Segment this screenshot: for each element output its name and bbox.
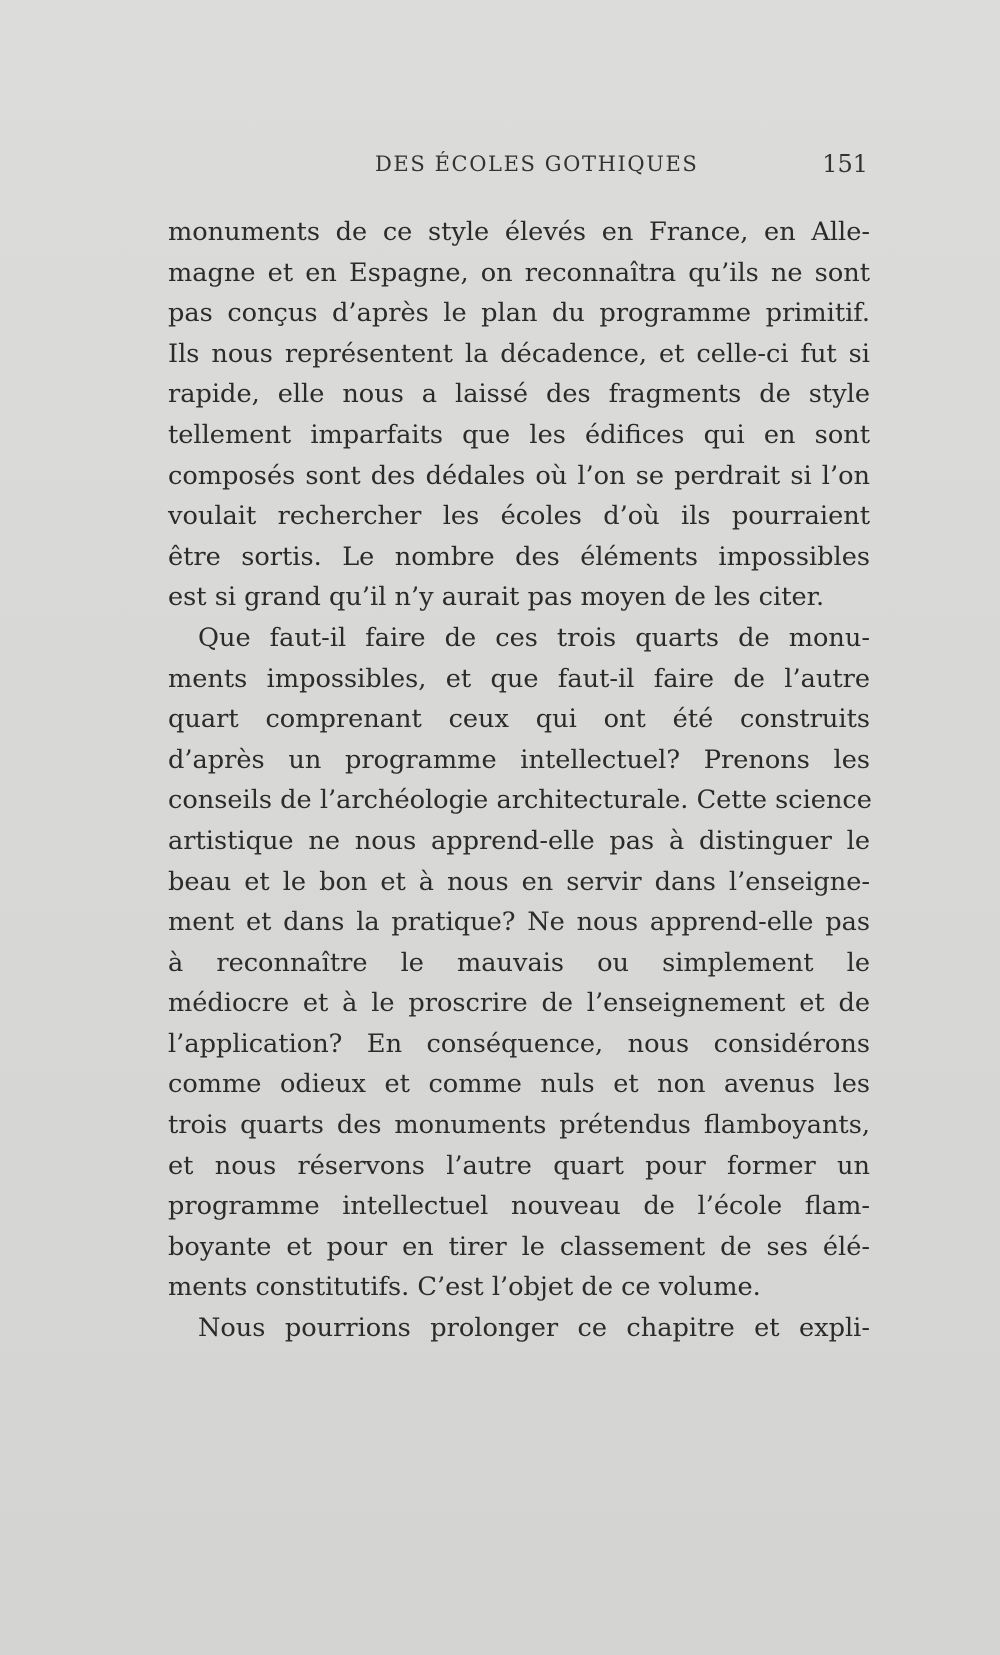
text-line: beau et le bon et à nous en servir dans l’enseigne- xyxy=(168,866,870,897)
text-line: Que faut-il faire de ces trois quarts de monu- xyxy=(198,622,870,653)
text-line: composés sont des dédales où l’on se perdrait si l’on xyxy=(168,460,870,491)
text-line: pas conçus d’après le plan du programme primitif. xyxy=(168,298,870,329)
text-line: trois quarts des monuments prétendus flamboyants, xyxy=(168,1110,870,1141)
text-line: ments constitutifs. C’est l’objet de ce volume. xyxy=(168,1272,761,1303)
text-line: monuments de ce style élevés en France, en Alle- xyxy=(168,217,870,247)
text-line: voulait rechercher les écoles d’où ils pourraient xyxy=(168,501,870,532)
text-line: Nous pourrions prolonger ce chapitre et expli- xyxy=(198,1313,870,1344)
page-header xyxy=(178,150,868,186)
text-line: d’après un programme intellectuel? Prenons les xyxy=(168,744,870,775)
text-line: comme odieux et comme nuls et non avenus les xyxy=(168,1069,870,1100)
text-line: programme intellectuel nouveau de l’école flam- xyxy=(168,1191,870,1222)
text-line: être sortis. Le nombre des éléments impossibles xyxy=(168,541,870,572)
text-line: conseils de l’archéologie architecturale. Cette science xyxy=(168,785,872,816)
text-line: l’application? En conséquence, nous considérons xyxy=(168,1028,870,1059)
text-line: rapide, elle nous a laissé des fragments de style xyxy=(168,379,870,410)
text-line: Ils nous représentent la décadence, et celle-ci fut si xyxy=(168,338,870,369)
text-line: ments impossibles, et que faut-il faire de l’autre xyxy=(168,663,870,694)
text-line: ment et dans la pratique? Ne nous apprend-elle pas xyxy=(168,907,870,938)
text-line: tellement imparfaits que les édifices qui en sont xyxy=(168,419,870,450)
text-line: boyante et pour en tirer le classement de ses élé- xyxy=(168,1231,870,1262)
running-title: DES ÉCOLES GOTHIQUES xyxy=(375,152,699,176)
text-line: artistique ne nous apprend-elle pas à distinguer le xyxy=(168,825,870,856)
text-line: magne et en Espagne, on reconnaîtra qu’ils ne sont xyxy=(168,257,870,288)
body-text xyxy=(168,212,870,1349)
page-number: 151 xyxy=(822,150,868,178)
text-line: est si grand qu’il n’y aurait pas moyen de les citer. xyxy=(168,582,825,613)
text-line: médiocre et à le proscrire de l’enseignement et de xyxy=(168,988,870,1019)
text-line: quart comprenant ceux qui ont été construits xyxy=(168,704,870,735)
text-line: et nous réservons l’autre quart pour former un xyxy=(168,1150,870,1181)
text-line: à reconnaître le mauvais ou simplement le xyxy=(168,947,870,978)
